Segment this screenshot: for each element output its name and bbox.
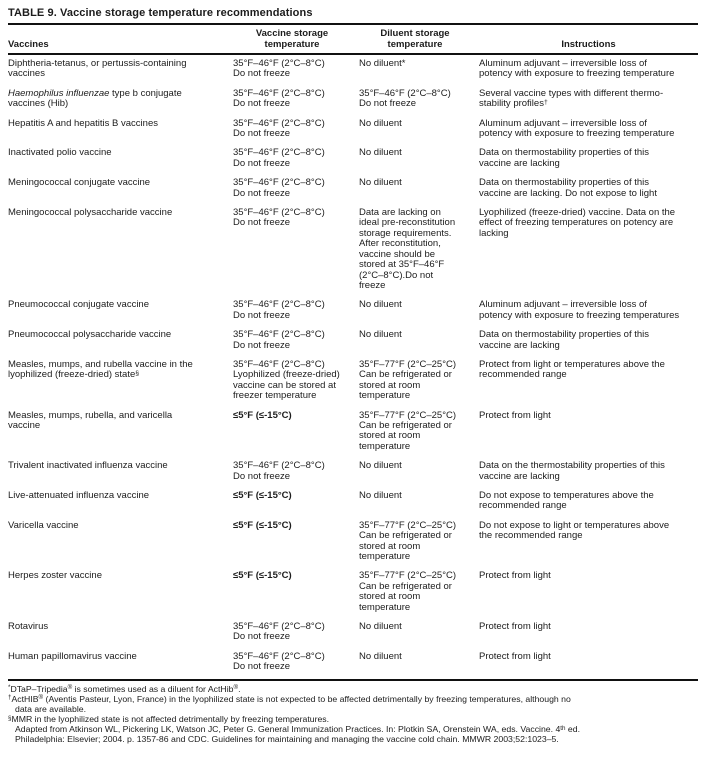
cell-diluent-temperature: 35°F–46°F (2°C–8°C) Do not freeze bbox=[359, 87, 451, 110]
cell-diluent-temperature: 35°F–77°F (2°C–25°C) Can be refrigerated or stored at room temperature bbox=[359, 409, 457, 452]
table-row bbox=[8, 139, 698, 169]
col-header-vaccine-storage-temperature: Vaccine storage temperature bbox=[233, 25, 359, 54]
cell-instructions: Data on thermostability properties of this vaccine are lacking bbox=[479, 329, 650, 351]
table-header bbox=[8, 25, 698, 54]
cell-storage-temperature: ≤5°F (≤-15°C) bbox=[233, 570, 292, 582]
cell-vaccine-name: Rotavirus bbox=[8, 621, 49, 633]
table-row bbox=[8, 80, 698, 110]
footnote-acthib-freezing: †ActHIB® (Aventis Pasteur, Lyon, France) in the lyophilized state is not expected to be affected detrimentally by freezing temperatures, although no data are available. bbox=[8, 693, 571, 714]
cell-storage-temperature: 35°F–46°F (2°C–8°C) Do not freeze bbox=[233, 207, 325, 229]
table-row bbox=[8, 452, 698, 482]
cell-instructions: Protect from light or temperatures above the recommended range bbox=[479, 358, 665, 381]
cell-instructions: Data on the thermostability properties of this vaccine are lacking bbox=[479, 460, 665, 482]
cell-vaccine-name: Measles, mumps, and rubella vaccine in the lyophilized (freeze-dried) state§ bbox=[8, 358, 193, 381]
cell-vaccine-name: Measles, mumps, rubella, and varicella vaccine bbox=[8, 409, 173, 431]
cell-vaccine-name: Herpes zoster vaccine bbox=[8, 570, 102, 582]
cell-storage-temperature: ≤5°F (≤-15°C) bbox=[233, 519, 292, 531]
cell-instructions: Do not expose to light or temperatures above the recommended range bbox=[479, 519, 670, 542]
col-header-vaccines: Vaccines bbox=[8, 25, 233, 54]
cell-storage-temperature: 35°F–46°F (2°C–8°C) Do not freeze bbox=[233, 117, 325, 140]
cell-diluent-temperature: No diluent bbox=[359, 117, 402, 129]
table-row bbox=[8, 512, 698, 563]
table-row bbox=[8, 562, 698, 613]
cell-vaccine-name: Pneumococcal conjugate vaccine bbox=[8, 299, 150, 311]
table-title: TABLE 9. Vaccine storage temperature recommendations bbox=[8, 7, 698, 25]
cell-vaccine-name: Hepatitis A and hepatitis B vaccines bbox=[8, 117, 158, 129]
cell-vaccine-name: Inactivated polio vaccine bbox=[8, 147, 112, 159]
table-row bbox=[8, 482, 698, 512]
cell-vaccine-name: Live-attenuated influenza vaccine bbox=[8, 490, 150, 501]
cell-vaccine-name: Diphtheria-tetanus, or pertussis-containing vaccines bbox=[8, 58, 187, 80]
cell-instructions: Lyophilized (freeze-dried) vaccine. Data on the effect of freezing temperatures on potency are lacking bbox=[479, 207, 676, 239]
cell-instructions: Aluminum adjuvant – irreversible loss of potency with exposure to freezing temperature bbox=[479, 117, 675, 140]
cell-diluent-temperature: No diluent bbox=[359, 490, 402, 501]
cell-diluent-temperature: Data are lacking on ideal pre-reconstitution storage requirements. After reconstitution, vaccine should be stored at 35°F–46°F (2°C–8°C).Do not freeze bbox=[359, 207, 456, 291]
vaccine-storage-table bbox=[8, 25, 698, 673]
cell-diluent-temperature: No diluent bbox=[359, 177, 402, 189]
cell-instructions: Data on thermostability properties of this vaccine are lacking bbox=[479, 147, 650, 169]
table-row bbox=[8, 402, 698, 453]
cell-diluent-temperature: No diluent bbox=[359, 621, 402, 633]
col-header-instructions: Instructions bbox=[479, 25, 698, 54]
cell-vaccine-name: Haemophilus influenzae type b conjugate vaccines (Hib) bbox=[8, 87, 182, 110]
footnote-dtap-diluent: *DTaP–Tripedia® is sometimes used as a diluent for ActHib®. bbox=[8, 683, 241, 694]
cell-storage-temperature: ≤5°F (≤-15°C) bbox=[233, 409, 292, 421]
cell-storage-temperature: 35°F–46°F (2°C–8°C) Lyophilized (freeze-dried) vaccine can be stored at freezer temperature bbox=[233, 358, 340, 402]
table-row bbox=[8, 169, 698, 199]
cell-storage-temperature: 35°F–46°F (2°C–8°C) Do not freeze bbox=[233, 650, 325, 673]
cell-instructions: Protect from light bbox=[479, 650, 551, 662]
cell-vaccine-name: Pneumococcal polysaccharide vaccine bbox=[8, 329, 172, 341]
cell-diluent-temperature: No diluent bbox=[359, 329, 402, 341]
cell-storage-temperature: 35°F–46°F (2°C–8°C) Do not freeze bbox=[233, 329, 325, 351]
source-citation: Adapted from Atkinson WL, Pickering LK, Watson JC, Peter G. General Immunization Practices. In: Plotkin SA, Orenstein WA, eds. Vaccine. 4th ed. Philadelphia: Elsevier; 2004. p. 1357-86 and CDC. Guidelines for maintaining and managing the vaccine cold chain. MMWR 2003;52:1023–5. bbox=[15, 724, 581, 745]
cell-storage-temperature: 35°F–46°F (2°C–8°C) Do not freeze bbox=[233, 87, 325, 110]
cell-storage-temperature: 35°F–46°F (2°C–8°C) Do not freeze bbox=[233, 621, 325, 643]
cell-diluent-temperature: No diluent bbox=[359, 147, 402, 159]
table-row bbox=[8, 321, 698, 351]
cell-instructions: Aluminum adjuvant – irreversible loss of potency with exposure to freezing temperature bbox=[479, 58, 675, 80]
footnotes bbox=[8, 679, 698, 745]
cell-diluent-temperature: No diluent bbox=[359, 460, 402, 472]
cell-vaccine-name: Meningococcal conjugate vaccine bbox=[8, 177, 151, 189]
footnote-mmr-lyophilized: §MMR in the lyophilized state is not affected detrimentally by freezing temperatures. bbox=[8, 713, 330, 724]
table-row bbox=[8, 291, 698, 321]
header-row bbox=[8, 25, 698, 54]
cell-instructions: Protect from light bbox=[479, 621, 551, 633]
col-header-diluent-storage-temperature: Diluent storage temperature bbox=[359, 25, 479, 54]
cell-storage-temperature: 35°F–46°F (2°C–8°C) Do not freeze bbox=[233, 299, 325, 321]
table-row bbox=[8, 110, 698, 140]
cell-diluent-temperature: 35°F–77°F (2°C–25°C) Can be refrigerated or stored at room temperature bbox=[359, 358, 457, 402]
cell-instructions: Several vaccine types with different thermo- stability profiles† bbox=[479, 87, 664, 110]
cell-instructions: Do not expose to temperatures above the recommended range bbox=[479, 490, 654, 512]
cell-storage-temperature: 35°F–46°F (2°C–8°C) Do not freeze bbox=[233, 460, 325, 482]
cell-diluent-temperature: 35°F–77°F (2°C–25°C) Can be refrigerated or stored at room temperature bbox=[359, 570, 457, 613]
table-row bbox=[8, 199, 698, 291]
cell-instructions: Protect from light bbox=[479, 570, 551, 582]
cell-instructions: Protect from light bbox=[479, 409, 551, 421]
cell-diluent-temperature: No diluent* bbox=[359, 58, 406, 69]
cell-diluent-temperature: No diluent bbox=[359, 650, 402, 662]
cell-storage-temperature: 35°F–46°F (2°C–8°C) Do not freeze bbox=[233, 58, 325, 80]
table-body bbox=[8, 54, 698, 673]
cell-diluent-temperature: No diluent bbox=[359, 299, 402, 311]
cell-vaccine-name: Varicella vaccine bbox=[8, 519, 79, 531]
cell-instructions: Data on thermostability properties of this vaccine are lacking. Do not expose to light bbox=[479, 177, 657, 199]
cell-storage-temperature: ≤5°F (≤-15°C) bbox=[233, 490, 292, 501]
cell-vaccine-name: Meningococcal polysaccharide vaccine bbox=[8, 207, 173, 219]
cell-instructions: Aluminum adjuvant – irreversible loss of potency with exposure to freezing temperatures bbox=[479, 299, 680, 321]
table-row bbox=[8, 351, 698, 402]
cell-diluent-temperature: 35°F–77°F (2°C–25°C) Can be refrigerated or stored at room temperature bbox=[359, 519, 457, 563]
cell-storage-temperature: 35°F–46°F (2°C–8°C) Do not freeze bbox=[233, 147, 325, 169]
cell-storage-temperature: 35°F–46°F (2°C–8°C) Do not freeze bbox=[233, 177, 325, 199]
table-row bbox=[8, 54, 698, 80]
cell-vaccine-name: Trivalent inactivated influenza vaccine bbox=[8, 460, 168, 472]
cell-vaccine-name: Human papillomavirus vaccine bbox=[8, 650, 137, 662]
table-row bbox=[8, 643, 698, 673]
table-row bbox=[8, 613, 698, 643]
